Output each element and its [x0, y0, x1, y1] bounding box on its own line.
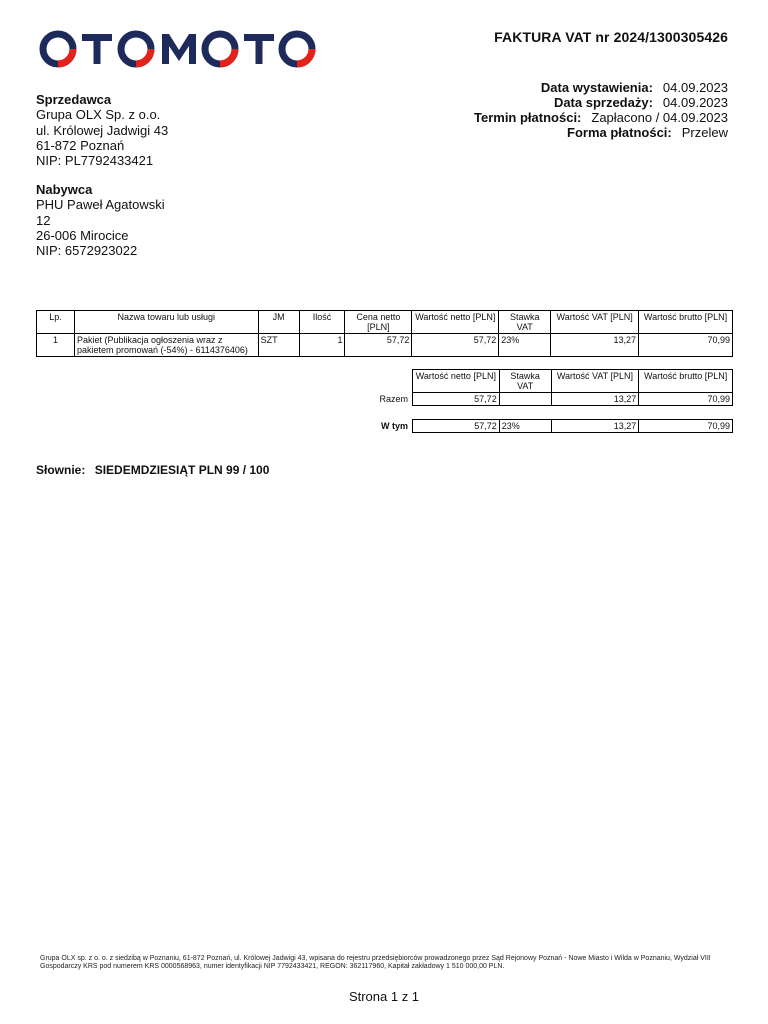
col-header: Wartość VAT [PLN]: [551, 370, 639, 393]
cell-net: 57,72: [413, 393, 500, 406]
col-header: Wartość brutto [PLN]: [639, 311, 733, 334]
col-header: JM: [258, 311, 299, 334]
items-table: [36, 310, 733, 357]
meta-label: Data sprzedaży:: [553, 95, 653, 110]
summary-razem-row: [413, 393, 733, 406]
col-header: Cena netto [PLN]: [345, 311, 412, 334]
page-number: Strona 1 z 1: [348, 989, 420, 1004]
company-footer-note: Grupa OLX sp. z o. o. z siedzibą w Poznaniu, 61-872 Poznań, ul. Królowej Jadwigi 43, wpisana do rejestru przedsiębiorców prowadzonego przez Sąd Rejonowy Poznań - Nowe Miasto i Wilda w Poznaniu, Wydział VIII Gospodarczy KRS pod numerem KRS 0000568963, numer identyfikacji NIP 7792433421, REGON: 362117960, Kapitał zakładowy 1 510 000,00 PLN.: [40, 955, 711, 970]
cell-vat-rate: 23%: [499, 334, 551, 357]
logo-letter-o2: [121, 34, 151, 64]
summary-wtym-table: [412, 419, 733, 433]
seller-line: NIP: PL7792433421: [36, 153, 154, 169]
col-header: Wartość netto [PLN]: [413, 370, 500, 393]
meta-label: Data wystawienia:: [540, 80, 653, 95]
meta-payment-method: [408, 125, 728, 140]
logo-letter-t1: [82, 34, 112, 64]
logo-letter-o1: [43, 34, 73, 64]
buyer-line: 26-006 Mirocice: [36, 227, 129, 243]
logo-letter-o3: [205, 34, 235, 64]
summary-wtym-row: [413, 420, 733, 433]
summary-table: [412, 369, 733, 406]
razem-label: Razem: [379, 394, 408, 404]
buyer-line: 12: [36, 212, 51, 228]
col-header: Ilość: [299, 311, 345, 334]
seller-line: 61-872 Poznań: [36, 137, 125, 153]
buyer-block: [36, 182, 165, 258]
in-words-label: Słownie:: [36, 463, 86, 477]
meta-value: 04.09.2023: [662, 95, 728, 110]
table-row: [37, 334, 733, 357]
cell-name: Pakiet (Publikacja ogłoszenia wraz z pakietem promowań (-54%) - 6114376406): [74, 334, 258, 357]
col-header: Stawka VAT: [499, 370, 551, 393]
cell-unit: SZT: [258, 334, 299, 357]
logo-letter-o4: [282, 34, 312, 64]
cell-net: 57,72: [412, 334, 499, 357]
col-header: Nazwa towaru lub usługi: [74, 311, 258, 334]
amount-in-words: [36, 463, 275, 477]
otomoto-logo: [38, 28, 316, 70]
cell-vat-rate: [499, 393, 551, 406]
col-header: Wartość netto [PLN]: [412, 311, 499, 334]
logo-letter-t2: [244, 34, 274, 64]
cell-vat: 13,27: [551, 334, 639, 357]
items-header-row: [37, 311, 733, 334]
buyer-header: Nabywca: [36, 182, 93, 197]
cell-unit-price: 57,72: [345, 334, 412, 357]
cell-vat: 13,27: [551, 393, 639, 406]
buyer-line: PHU Paweł Agatowski: [36, 197, 165, 213]
seller-line: ul. Królowej Jadwigi 43: [36, 122, 169, 138]
cell-gross: 70,99: [639, 393, 733, 406]
invoice-title: FAKTURA VAT nr 2024/1300305426: [494, 29, 728, 45]
cell-qty: 1: [299, 334, 345, 357]
seller-block: [36, 92, 168, 168]
cell-gross: 70,99: [639, 334, 733, 357]
in-words-value: SIEDEMDZIESIĄT PLN 99 / 100: [94, 463, 270, 477]
cell-net: 57,72: [413, 420, 500, 433]
col-header: Wartość VAT [PLN]: [551, 311, 639, 334]
logo-letter-m: [162, 34, 196, 64]
invoice-meta: [408, 80, 728, 140]
meta-sale-date: [408, 95, 728, 110]
meta-payment-term: [408, 110, 728, 125]
col-header: Lp.: [37, 311, 75, 334]
meta-value: Przelew: [681, 125, 728, 140]
meta-value: 04.09.2023: [662, 80, 728, 95]
cell-lp: 1: [37, 334, 75, 357]
meta-label: Termin płatności:: [474, 110, 582, 125]
wtym-label: W tym: [381, 421, 408, 431]
meta-label: Forma płatności:: [567, 125, 672, 140]
meta-value: Zapłacono / 04.09.2023: [591, 110, 728, 125]
seller-header: Sprzedawca: [36, 92, 112, 107]
seller-line: Grupa OLX Sp. z o.o.: [36, 107, 161, 123]
meta-issue-date: [408, 80, 728, 95]
col-header: Stawka VAT: [499, 311, 551, 334]
col-header: Wartość brutto [PLN]: [639, 370, 733, 393]
cell-vat: 13,27: [551, 420, 639, 433]
buyer-line: NIP: 6572923022: [36, 243, 138, 259]
cell-vat-rate: 23%: [499, 420, 551, 433]
summary-header-row: [413, 370, 733, 393]
cell-gross: 70,99: [639, 420, 733, 433]
